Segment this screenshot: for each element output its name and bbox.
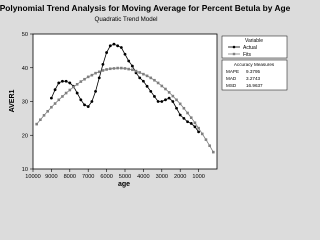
data-point-fits — [124, 67, 127, 70]
data-point-actual — [76, 92, 79, 95]
data-point-actual — [160, 100, 163, 103]
data-point-fits — [57, 99, 60, 102]
data-point-actual — [171, 100, 174, 103]
legend-actual-marker — [233, 46, 236, 49]
data-point-actual — [50, 97, 53, 100]
y-axis-title: AVER1 — [9, 89, 16, 113]
data-point-fits — [175, 99, 178, 102]
data-point-fits — [164, 88, 167, 91]
data-point-fits — [87, 76, 90, 79]
data-point-fits — [212, 151, 215, 154]
data-point-fits — [116, 67, 119, 70]
data-point-fits — [194, 121, 197, 124]
legend-actual-label: Actual — [243, 45, 257, 51]
data-point-actual — [146, 85, 149, 88]
y-tick-label: 10 — [21, 167, 28, 173]
data-point-actual — [197, 130, 200, 133]
data-point-actual — [90, 100, 93, 103]
data-point-fits — [168, 91, 171, 94]
legend — [222, 36, 287, 58]
accuracy-measures — [222, 60, 287, 90]
data-point-actual — [186, 120, 189, 123]
data-point-fits — [46, 110, 49, 113]
data-point-fits — [39, 118, 42, 121]
data-point-fits — [179, 103, 182, 106]
chart-title: Polynomial Trend Analysis for Moving Average for Percent Betula by Age — [0, 3, 291, 13]
legend-title: Variable — [245, 38, 263, 44]
accuracy-value-mape: 9.3795 — [246, 69, 261, 74]
x-tick-label: 10000 — [25, 174, 41, 180]
y-tick-label: 50 — [21, 32, 28, 38]
data-point-fits — [65, 92, 68, 95]
data-point-fits — [43, 114, 46, 117]
x-tick-label: 4000 — [137, 174, 150, 180]
data-point-fits — [50, 106, 53, 109]
x-tick-label: 8000 — [63, 174, 77, 180]
data-point-actual — [124, 53, 127, 56]
data-point-fits — [183, 107, 186, 110]
data-point-actual — [83, 103, 86, 106]
accuracy-value-msd: 16.9637 — [246, 83, 263, 88]
data-point-actual — [120, 46, 123, 49]
data-point-fits — [201, 133, 204, 136]
data-point-actual — [94, 90, 97, 93]
data-point-actual — [142, 80, 145, 83]
data-point-fits — [98, 71, 101, 74]
data-point-actual — [57, 82, 60, 85]
y-tick-label: 20 — [21, 133, 28, 140]
data-point-actual — [131, 65, 134, 68]
data-point-actual — [98, 76, 101, 79]
data-point-fits — [172, 95, 175, 98]
x-tick-label: 2000 — [173, 174, 187, 180]
data-point-actual — [127, 60, 130, 63]
data-point-actual — [168, 97, 171, 100]
data-point-fits — [153, 79, 156, 82]
data-point-fits — [120, 67, 123, 70]
data-point-actual — [138, 76, 141, 79]
data-point-actual — [182, 117, 185, 120]
data-point-fits — [161, 85, 164, 88]
accuracy-value-mad: 3.2743 — [246, 76, 261, 81]
data-point-fits — [135, 70, 138, 73]
data-point-fits — [190, 116, 193, 119]
data-point-actual — [87, 105, 90, 108]
accuracy-label-mape: MAPE — [226, 69, 240, 74]
data-point-actual — [109, 44, 112, 47]
accuracy-label-mad: MAD — [226, 76, 237, 81]
data-point-fits — [149, 77, 152, 80]
data-point-fits — [197, 127, 200, 130]
data-point-actual — [164, 98, 167, 101]
x-axis-title: age — [117, 181, 131, 188]
data-point-fits — [138, 71, 141, 74]
data-point-actual — [116, 44, 119, 47]
legend-fits-marker — [233, 53, 235, 55]
data-point-fits — [102, 69, 105, 72]
data-point-fits — [131, 68, 134, 71]
data-point-actual — [65, 80, 68, 83]
data-point-fits — [91, 74, 94, 77]
data-point-actual — [105, 51, 108, 54]
data-point-fits — [94, 72, 97, 75]
data-point-actual — [175, 107, 178, 110]
data-point-fits — [105, 68, 108, 71]
x-tick-label: 1000 — [192, 174, 205, 180]
chart-subtitle: Quadratic Trend Model — [94, 16, 158, 23]
data-point-fits — [80, 80, 83, 83]
x-tick-label: 7000 — [81, 174, 95, 180]
data-point-actual — [79, 98, 82, 101]
data-point-actual — [153, 95, 156, 98]
data-point-fits — [69, 89, 72, 92]
data-point-actual — [179, 114, 182, 117]
data-point-fits — [72, 86, 75, 89]
data-point-actual — [190, 122, 193, 125]
data-point-actual — [68, 82, 71, 85]
data-point-fits — [113, 67, 116, 70]
data-point-fits — [146, 75, 149, 78]
data-point-fits — [186, 112, 189, 115]
y-tick-label: 40 — [21, 65, 28, 72]
accuracy-title: Accuracy Measures — [233, 62, 275, 67]
data-point-fits — [205, 138, 208, 141]
data-point-fits — [54, 102, 57, 105]
data-point-fits — [76, 83, 79, 86]
data-point-fits — [142, 73, 145, 76]
accuracy-label-msd: MSD — [226, 83, 237, 88]
data-point-fits — [35, 123, 38, 126]
data-point-actual — [194, 125, 197, 128]
data-point-actual — [102, 63, 105, 66]
y-tick-label: 30 — [21, 99, 28, 106]
x-tick-label: 3000 — [155, 174, 169, 180]
data-point-actual — [157, 100, 160, 103]
x-tick-label: 6000 — [100, 174, 113, 180]
data-point-actual — [149, 90, 152, 93]
data-point-actual — [54, 88, 57, 91]
legend-fits-label: Fits — [243, 52, 252, 58]
data-point-fits — [127, 68, 130, 71]
data-point-fits — [109, 67, 112, 70]
x-tick-label: 9000 — [45, 174, 58, 180]
data-point-fits — [61, 95, 64, 98]
data-point-fits — [208, 144, 211, 147]
data-point-fits — [83, 78, 86, 81]
data-point-actual — [113, 43, 116, 46]
data-point-actual — [61, 80, 64, 83]
x-tick-label: 5000 — [118, 174, 132, 180]
data-point-fits — [157, 82, 160, 85]
